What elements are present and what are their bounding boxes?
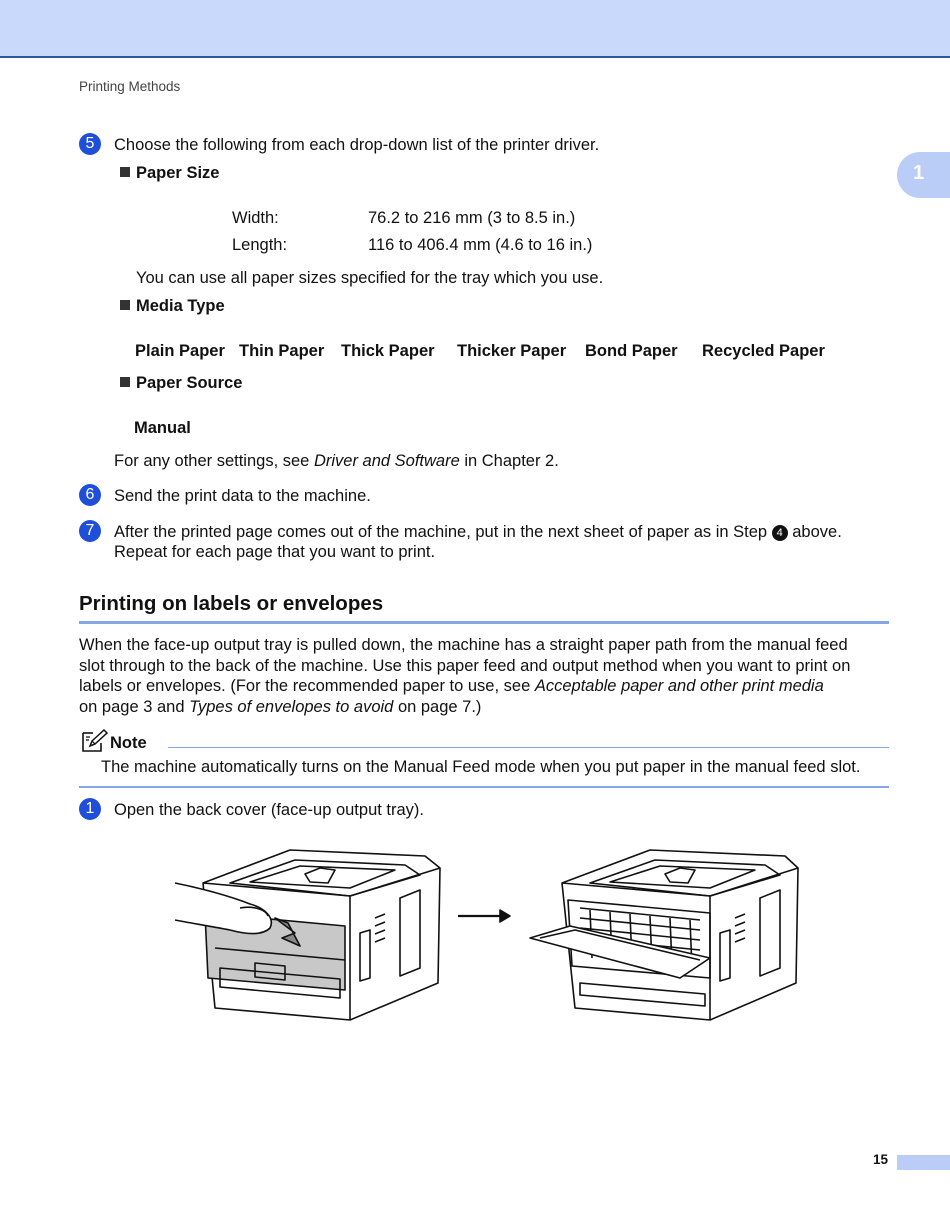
chapter-number: 1 [913, 162, 925, 184]
top-banner [0, 0, 950, 58]
section-title: Printing on labels or envelopes [79, 592, 384, 615]
step-number-7: 7 [79, 520, 101, 542]
section-paragraph: When the face-up output tray is pulled down, the machine has a straight paper path from the manual feed slot through to the back of the machine. Use this paper feed and output method when you want to print on labels or envelopes. (For the recommended paper to use, see Acceptable paper and other print media on page 3 and Types of envelopes to avoid on page 7.) [79, 636, 851, 716]
step-number-1: 1 [79, 798, 101, 820]
step-6-text: Send the print data to the machine. [114, 487, 371, 505]
printer-illustration [170, 838, 810, 1028]
page-tab [897, 1155, 950, 1170]
paper-size-note: You can use all paper sizes specified for the tray which you use. [136, 269, 604, 287]
width-value: 76.2 to 216 mm (3 to 8.5 in.) [368, 209, 576, 227]
media-option: Plain Paper [135, 342, 225, 360]
step-5-text: Choose the following from each drop-down list of the printer driver. [114, 136, 600, 154]
media-option: Recycled Paper [702, 342, 825, 360]
paper-size-heading: Paper Size [120, 163, 219, 183]
width-label: Width: [232, 209, 279, 227]
media-option: Thicker Paper [457, 342, 567, 360]
media-option: Thick Paper [341, 342, 435, 360]
note-rule-top [168, 747, 889, 748]
other-settings-text: For any other settings, see Driver and Software in Chapter 2. [114, 452, 559, 470]
media-option: Bond Paper [585, 342, 678, 360]
note-label: Note [110, 734, 147, 752]
length-label: Length: [232, 236, 288, 254]
paper-source-value: Manual [134, 419, 191, 437]
length-value: 116 to 406.4 mm (4.6 to 16 in.) [368, 236, 593, 254]
bullet-square-icon [120, 300, 130, 310]
paper-source-heading: Paper Source [120, 373, 242, 393]
step-7-line-1: After the printed page comes out of the machine, put in the next sheet of paper as in Step 4 above. [114, 523, 842, 541]
media-option: Thin Paper [239, 342, 325, 360]
printer-closed-icon [175, 850, 440, 1020]
note-pencil-icon [80, 728, 108, 754]
step-7-line-2: Repeat for each page that you want to print. [114, 543, 436, 561]
note-rule-bottom [79, 786, 889, 788]
step-1-text: Open the back cover (face-up output tray). [114, 801, 424, 819]
step-ref-icon: 4 [772, 525, 788, 541]
media-type-heading: Media Type [120, 296, 225, 316]
printer-open-icon [530, 850, 798, 1020]
step-number-5: 5 [79, 133, 101, 155]
section-rule [79, 621, 889, 624]
running-head: Printing Methods [79, 79, 181, 94]
bullet-square-icon [120, 167, 130, 177]
chapter-tab [897, 152, 950, 198]
step-number-6: 6 [79, 484, 101, 506]
note-text: The machine automatically turns on the Manual Feed mode when you put paper in the manual feed slot. [101, 758, 861, 776]
page-number: 15 [873, 1152, 889, 1167]
bullet-square-icon [120, 377, 130, 387]
